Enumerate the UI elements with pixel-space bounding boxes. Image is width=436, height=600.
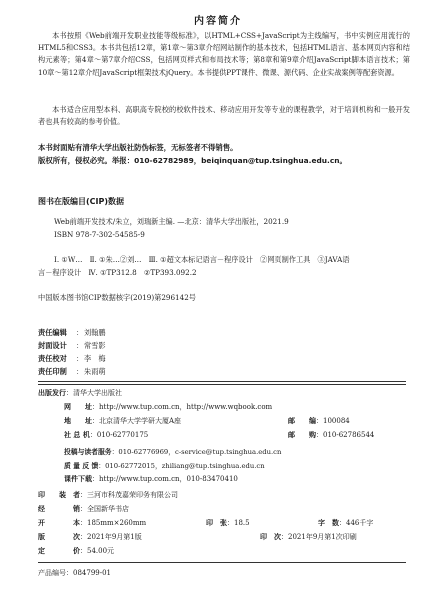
quality-feedback-row: 质 量 反 馈：010-62772015，zhiliang@tup.tsinghua.edu.cn bbox=[64, 462, 265, 470]
website-row: 网 址：http://www.tup.com.cn，http://www.wqbook.com bbox=[64, 403, 273, 411]
credit-value: 刘翰鹏 bbox=[84, 328, 106, 337]
credit-print-manager: 责任印制 ：朱雨萌 bbox=[38, 367, 106, 376]
word-count-value: 446千字 bbox=[346, 519, 374, 527]
cip-class-line-1: Ⅰ. ①W… Ⅱ. ①朱…②刘… Ⅲ. ①超文本标记语言－程序设计 ②网页制作工具 ③JAVA语 bbox=[54, 255, 350, 264]
page-title: 内容简介 bbox=[194, 16, 242, 27]
credit-cover-design: 封面设计 ：常雪影 bbox=[38, 341, 106, 350]
credit-label: 责任校对 bbox=[38, 354, 67, 363]
cip-class-line-2: 言－程序设计 Ⅳ. ①TP312.8 ②TP393.092.2 bbox=[38, 268, 197, 277]
credit-value: 常雪影 bbox=[84, 341, 106, 350]
courseware-row: 课件下载：http://www.tup.com.cn，010-83470410 bbox=[64, 475, 238, 483]
sheets-row: 印 张：18.5 bbox=[206, 519, 250, 527]
anti-counterfeit-notice: 本书封面贴有清华大学出版社防伪标签，无标签者不得销售。 bbox=[38, 143, 238, 152]
distributor-row: 经 销：全国新华书店 bbox=[38, 505, 129, 513]
credit-value: 李 梅 bbox=[84, 354, 106, 363]
reader-service-value: 010-62776969，c-service@tup.tsinghua.edu.cn bbox=[118, 448, 282, 456]
address-row: 地 址：北京清华大学学研大厦A座 bbox=[64, 417, 182, 425]
courseware-value: http://www.tup.com.cn，010-83470410 bbox=[99, 475, 238, 483]
cip-heading: 图书在版编目(CIP)数据 bbox=[38, 197, 125, 206]
sheets-value: 18.5 bbox=[234, 519, 250, 527]
mail-order-value: 010-62786544 bbox=[323, 431, 375, 439]
format-row: 开 本：185mm×260mm bbox=[38, 519, 147, 527]
switchboard-value: 010-62770175 bbox=[96, 431, 149, 439]
edition-value: 2021年9月第1版 bbox=[87, 533, 142, 541]
publisher-row: 出版发行：清华大学出版社 bbox=[38, 389, 122, 397]
word-count-row: 字 数：446千字 bbox=[318, 519, 374, 527]
credit-label: 责任编辑 bbox=[38, 328, 67, 337]
zip-value: 100084 bbox=[323, 417, 350, 425]
copyright-notice: 版权所有，侵权必究。举报：010-62782989，beiqinquan@tup.tsinghua.edu.cn。 bbox=[38, 156, 347, 165]
divider bbox=[38, 381, 406, 385]
cip-library-number: 中国版本图书馆CIP数据核字(2019)第296142号 bbox=[38, 293, 196, 302]
impression-value: 2021年9月第1次印刷 bbox=[288, 533, 357, 541]
cip-entry: Web前端开发技术/朱立，刘瑞新主编. —北京：清华大学出版社，2021.9 bbox=[54, 217, 289, 226]
distributor-value: 全国新华书店 bbox=[87, 505, 129, 513]
summary-paragraph-1 bbox=[38, 30, 410, 79]
credit-value: 朱雨萌 bbox=[84, 367, 106, 376]
summary-text-1: 本书按照《Web前端开发职业技能等级标准》，以HTML+CSS+JavaScript为主线编写，书中实例应用流行的HTML5和CSS3。本书共包括12章，第1章～第3章介绍网站制作的基本技术，包括HTML语言、基本网页内容和结构元素等；第4章～第7章介绍CSS，包括网页样式和布局技术等；第8章和第9章介绍JavaScript脚本语言技术；第10章～第12章介绍JavaScript框架技术jQuery。本书提供PPT课件、微课、源代码、企业实战案例等配套资源。 bbox=[38, 31, 410, 77]
product-number: 产品编号：084799-01 bbox=[38, 569, 111, 577]
quality-feedback-value: 010-62772015，zhiliang@tup.tsinghua.edu.cn bbox=[105, 462, 265, 470]
publisher-name: 清华大学出版社 bbox=[73, 389, 122, 397]
summary-paragraph-2 bbox=[38, 104, 410, 128]
edition-row: 版 次：2021年9月第1版 bbox=[38, 533, 142, 541]
cip-isbn: ISBN 978-7-302-54585-9 bbox=[54, 230, 145, 239]
printer-row: 印 装 者：三河市科茂嘉荣印务有限公司 bbox=[38, 491, 178, 499]
impression-row: 印 次：2021年9月第1次印刷 bbox=[260, 533, 357, 541]
zip-row: 邮 编：100084 bbox=[288, 417, 350, 425]
switchboard-row: 社 总 机：010-62770175 bbox=[64, 431, 149, 439]
credit-label: 封面设计 bbox=[38, 341, 67, 350]
credit-editor: 责任编辑 ：刘翰鹏 bbox=[38, 328, 106, 337]
credit-proofreader: 责任校对 ：李 梅 bbox=[38, 354, 106, 363]
credit-label: 责任印制 bbox=[38, 367, 67, 376]
divider bbox=[38, 562, 406, 563]
format-value: 185mm×260mm bbox=[87, 519, 147, 527]
printer-value: 三河市科茂嘉荣印务有限公司 bbox=[87, 491, 178, 499]
price-value: 54.00元 bbox=[87, 547, 115, 555]
price-row: 定 价：54.00元 bbox=[38, 547, 115, 555]
website-value: http://www.tup.com.cn，http://www.wqbook.com bbox=[99, 403, 273, 411]
address-value: 北京清华大学学研大厦A座 bbox=[99, 417, 182, 425]
mail-order-row: 邮 购：010-62786544 bbox=[288, 431, 375, 439]
summary-text-2: 本书适合应用型本科、高职高专院校的校软件技术、移动应用开发等专业的课程教学，对于培训机构和一般开发者也具有较高的参考价值。 bbox=[38, 105, 410, 127]
reader-service-row: 投稿与读者服务：010-62776969，c-service@tup.tsinghua.edu.cn bbox=[64, 448, 282, 456]
